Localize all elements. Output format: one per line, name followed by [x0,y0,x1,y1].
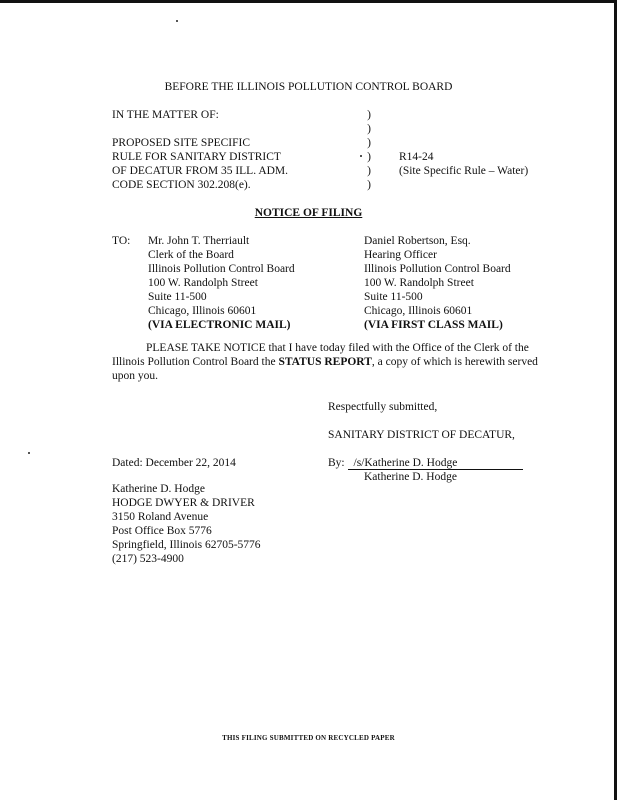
recipient-line: Daniel Robertson, Esq. [364,235,471,247]
delivery-method: (VIA ELECTRONIC MAIL) [148,319,291,331]
recipient-line: Suite 11-500 [148,291,207,303]
case-number: R14-24 [399,151,434,163]
recipient-line: Chicago, Illinois 60601 [364,305,473,317]
attorney-line: Springfield, Illinois 62705-5776 [112,539,261,551]
recipient-line: Chicago, Illinois 60601 [148,305,257,317]
dated-line: Dated: December 22, 2014 [112,457,236,469]
filed-document-title: STATUS REPORT [278,356,372,368]
paren: ) [367,151,371,163]
recipient-line: 100 W. Randolph Street [364,277,474,289]
paren: ) [367,123,371,135]
scan-speck [176,20,178,22]
signature-block [328,456,523,470]
by-label: By: [328,457,345,469]
recycled-paper-footer: THIS FILING SUBMITTED ON RECYCLED PAPER [222,734,395,742]
caption-text [112,136,288,192]
closing-respectfully: Respectfully submitted, [328,401,438,413]
paren: ) [367,137,371,149]
recipient-line: Illinois Pollution Control Board [148,263,295,275]
notice-text-end: , a copy of which is herewith served upon you. [112,356,538,382]
attorney-line: (217) 523-4900 [112,553,184,565]
recipient-line: 100 W. Randolph Street [148,277,258,289]
electronic-signature: /s/Katherine D. Hodge [353,457,458,469]
attorney-line: Post Office Box 5776 [112,525,212,537]
delivery-method: (VIA FIRST CLASS MAIL) [364,319,503,331]
notice-text: PLEASE TAKE NOTICE that I have today filed with the Office of the Clerk of the Illinois Pollution Control Board the [112,342,529,368]
case-type: (Site Specific Rule – Water) [399,165,529,177]
caption-line: CODE SECTION 302.208(e). [112,179,251,191]
recipient-line: Clerk of the Board [148,249,234,261]
signature-line [348,456,523,470]
caption-line: PROPOSED SITE SPECIFIC [112,137,251,149]
to-label: TO: [112,235,131,247]
scan-top-edge [0,0,617,3]
recipient-hearing-officer [364,234,511,332]
recipient-line: Mr. John T. Therriault [148,235,250,247]
notice-paragraph [112,341,550,383]
board-header: BEFORE THE ILLINOIS POLLUTION CONTROL BOARD [164,81,453,93]
attorney-block [112,482,261,566]
attorney-line: 3150 Roland Avenue [112,511,209,523]
matter-label: IN THE MATTER OF: [112,109,219,121]
notice-title: NOTICE OF FILING [254,207,363,219]
recipient-line: Illinois Pollution Control Board [364,263,511,275]
signer-name: Katherine D. Hodge [364,471,457,483]
scan-speck [28,452,30,454]
party-name: SANITARY DISTRICT OF DECATUR, [328,429,515,441]
recipient-line: Hearing Officer [364,249,437,261]
paren: ) [367,179,371,191]
recipient-clerk [148,234,295,332]
caption-line: OF DECATUR FROM 35 ILL. ADM. [112,165,289,177]
paren: ) [367,165,371,177]
attorney-line: HODGE DWYER & DRIVER [112,497,255,509]
scan-speck [360,155,362,157]
caption-parentheses [364,108,374,192]
paren: ) [367,109,371,121]
caption-line: RULE FOR SANITARY DISTRICT [112,151,281,163]
attorney-line: Katherine D. Hodge [112,483,205,495]
recipient-line: Suite 11-500 [364,291,423,303]
